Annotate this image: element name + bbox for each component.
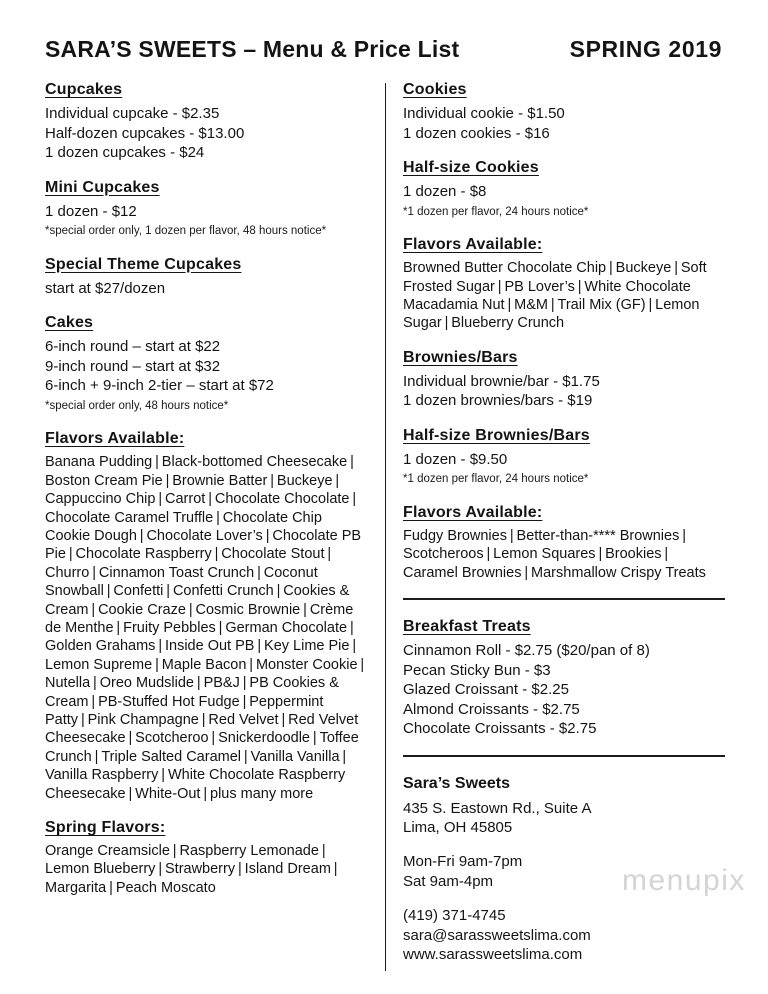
menu-line: Glazed Croissant - $2.25 xyxy=(403,681,569,699)
contact-line: Lima, OH 45805 xyxy=(403,819,513,837)
section-note: *special order only, 48 hours notice* xyxy=(45,399,229,412)
menu-section xyxy=(45,256,370,299)
contact-group xyxy=(403,799,725,839)
menu-line: Pecan Sticky Bun - $3 xyxy=(403,661,551,679)
contact-line: Sat 9am-4pm xyxy=(403,873,494,891)
section-heading: Flavors Available: xyxy=(45,430,185,448)
menu-section xyxy=(403,81,725,143)
menu-line: Cinnamon Roll - $2.75 ($20/pan of 8) xyxy=(403,642,650,660)
section-heading: Sara’s Sweets xyxy=(403,774,511,792)
menu-section xyxy=(45,819,370,897)
menu-section xyxy=(403,427,725,488)
section-heading: Mini Cupcakes xyxy=(45,178,160,196)
menu-column-right xyxy=(403,81,725,981)
section-heading: Brownies/Bars xyxy=(403,348,518,366)
menu-line: Almond Croissants - $2.75 xyxy=(403,700,580,718)
contact-line: 435 S. Eastown Rd., Suite A xyxy=(403,799,592,817)
menu-section xyxy=(403,349,725,411)
menu-line: 9-inch round – start at $32 xyxy=(45,357,221,375)
menu-line: Individual cupcake - $2.35 xyxy=(45,105,220,122)
section-divider xyxy=(403,755,725,757)
menu-line: Half-dozen cupcakes - $13.00 xyxy=(45,124,245,142)
flavor-list: Fudgy Brownies | Better-than-**** Brownies | Scotcheroos | Lemon Squares | Brookies | Caramel Brownies | Marshmallow Crispy Treats xyxy=(403,527,706,581)
section-heading: Flavors Available: xyxy=(403,503,543,521)
section-heading: Half-size Cookies xyxy=(403,159,539,176)
menu-section xyxy=(45,179,370,240)
menu-section xyxy=(403,236,725,333)
menu-line: 1 dozen cupcakes - $24 xyxy=(45,144,205,161)
menu-line: 1 dozen - $9.50 xyxy=(403,450,508,468)
contact-line: sara@sarassweetslima.com xyxy=(403,926,591,944)
flavor-list: Banana Pudding | Black-bottomed Cheesecake | Boston Cream Pie | Brownie Batter | Buckeye | Cappuccino Chip | Carrot | Chocolate Chocolate | Chocolate Caramel Truffle | Chocolate Chip Cookie Dough | Chocolate Lover’s | Chocolate PB Pie | Chocolate Raspberry | Chocolate Stout | Churro | Cinnamon Toast Crunch | Coconut Snowball | Confetti | Confetti Crunch | Cookies & Cream | Cookie Craze | Cosmic Brownie | Crème de Menthe | Fruity Pebbles | German Chocolate | Golden Grahams | Inside Out PB | Key Lime Pie | Lemon Supreme | Maple Bacon | Monster Cookie | Nutella | Oreo Mudslide | PB&J | PB Cookies & Cream | PB-Stuffed Hot Fudge | Peppermint Patty | Pink Champagne | Red Velvet | Red Velvet Cheesecake | Scotcheroo | Snickerdoodle | Toffee Crunch | Triple Salted Caramel | Vanilla Vanilla | Vanilla Raspberry | White Chocolate Raspberry Cheesecake | White-Out | plus many more xyxy=(45,454,368,802)
page-header xyxy=(0,0,768,79)
contact-line: www.sarassweetslima.com xyxy=(403,946,583,964)
menu-section xyxy=(45,430,370,803)
section-heading: Half-size Brownies/Bars xyxy=(403,426,590,444)
menu-section xyxy=(403,159,725,220)
menu-line: 6-inch round – start at $22 xyxy=(45,338,221,356)
menu-line: 6-inch + 9-inch 2-tier – start at $72 xyxy=(45,377,274,395)
menu-section xyxy=(403,504,725,582)
menu-section xyxy=(45,314,370,414)
column-divider-line xyxy=(385,83,386,971)
menu-column-left xyxy=(45,81,370,981)
contact-group xyxy=(403,906,725,965)
menu-line: Chocolate Croissants - $2.75 xyxy=(403,720,597,738)
menu-line: start at $27/dozen xyxy=(45,279,166,297)
menu-line: Individual cookie - $1.50 xyxy=(403,105,565,122)
section-note: *special order only, 1 dozen per flavor, 48 hours notice* xyxy=(45,225,327,237)
menu-section xyxy=(45,81,370,163)
menu-line: 1 dozen cookies - $16 xyxy=(403,124,550,142)
flavor-list: Browned Butter Chocolate Chip | Buckeye | Soft Frosted Sugar | PB Lover’s | White Chocolate Macadamia Nut | M&M | Trail Mix (GF) | Lemon Sugar | Blueberry Crunch xyxy=(403,260,707,332)
menu-line: 1 dozen brownies/bars - $19 xyxy=(403,392,593,410)
section-heading: Spring Flavors: xyxy=(45,819,166,837)
section-heading: Special Theme Cupcakes xyxy=(45,255,242,273)
menu-line: 1 dozen - $8 xyxy=(403,183,487,200)
section-divider xyxy=(403,598,725,600)
section-heading: Cookies xyxy=(403,81,467,98)
section-note: *1 dozen per flavor, 24 hours notice* xyxy=(403,205,589,218)
section-note: *1 dozen per flavor, 24 hours notice* xyxy=(403,473,589,486)
menupix-watermark: menupix xyxy=(622,864,746,897)
menu-line: Individual brownie/bar - $1.75 xyxy=(403,372,600,390)
menu-columns xyxy=(0,79,768,981)
flavor-list: Orange Creamsicle | Raspberry Lemonade | Lemon Blueberry | Strawberry | Island Dream | Margarita | Peach Moscato xyxy=(45,843,341,896)
contact-line: (419) 371-4745 xyxy=(403,906,506,924)
section-heading: Breakfast Treats xyxy=(403,618,531,636)
season-label: SPRING 2019 xyxy=(569,36,722,62)
menu-line: 1 dozen - $12 xyxy=(45,202,137,220)
contact-line: Mon-Fri 9am-7pm xyxy=(403,853,523,871)
page-title: SARA’S SWEETS – Menu & Price List xyxy=(45,36,460,62)
section-heading: Flavors Available: xyxy=(403,236,543,254)
menu-section xyxy=(403,618,725,739)
section-heading: Cakes xyxy=(45,314,94,332)
section-heading: Cupcakes xyxy=(45,81,123,98)
